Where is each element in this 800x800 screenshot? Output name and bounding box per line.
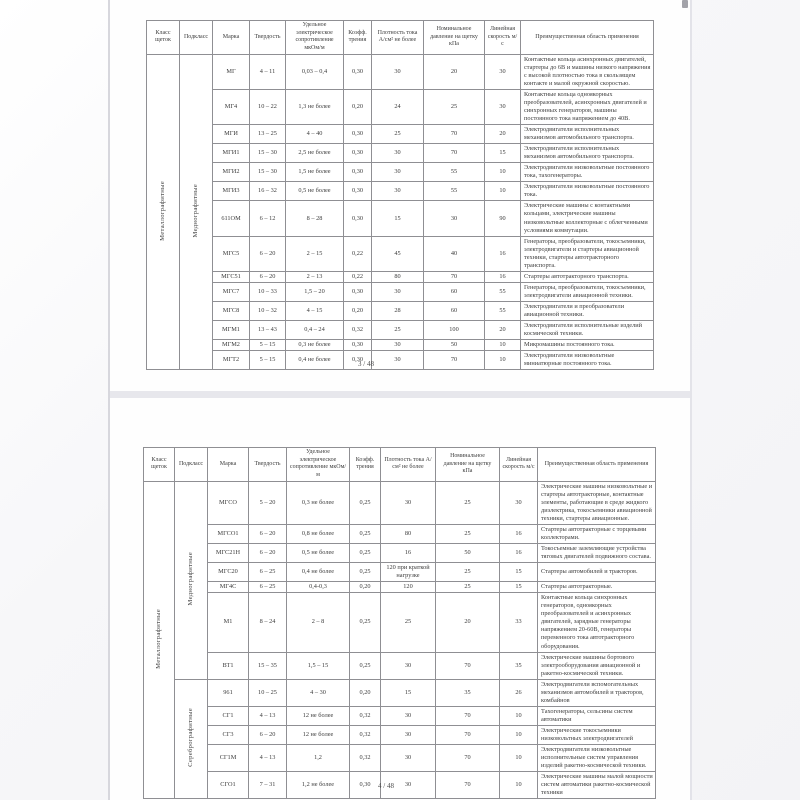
table-cell: 0,32 bbox=[350, 725, 381, 744]
page-gap bbox=[110, 391, 690, 398]
table-cell: 16 bbox=[485, 236, 521, 271]
table-cell: 30 bbox=[372, 340, 424, 351]
table-cell: Контактные кольца асинхронных двигателей, стартеры до 6В и машины низкого напряжения с высокой плотностью тока в скользящем контакте и малой окружной скоростью. bbox=[521, 54, 654, 89]
table-cell: 90 bbox=[485, 201, 521, 236]
table-cell: 70 bbox=[436, 725, 500, 744]
table-cell: 0,22 bbox=[344, 236, 372, 271]
grade-mark-cell: МГИ2 bbox=[213, 163, 250, 182]
table-cell: 70 bbox=[424, 125, 485, 144]
table-cell: 13 – 43 bbox=[250, 321, 286, 340]
table-cell: 70 bbox=[436, 652, 500, 679]
grade-mark-cell: МГС5 bbox=[213, 236, 250, 271]
table-cell: 0,30 bbox=[344, 340, 372, 351]
table-cell: 0,5 не более bbox=[286, 182, 344, 201]
table-row bbox=[147, 54, 654, 89]
grade-mark-cell: М1 bbox=[208, 593, 249, 652]
grade-mark-cell: МГИ3 bbox=[213, 182, 250, 201]
table-cell: 1,2 bbox=[287, 745, 350, 772]
table-cell: 15 – 35 bbox=[249, 652, 287, 679]
brush-subclass-cell bbox=[175, 679, 208, 799]
table-cell: 6 – 25 bbox=[249, 563, 287, 582]
table-cell: 7 – 31 bbox=[249, 772, 287, 799]
table-row bbox=[147, 89, 654, 124]
table-cell: 0,4 – 24 bbox=[286, 321, 344, 340]
table-cell: 0,30 bbox=[344, 125, 372, 144]
table-cell: 6 – 20 bbox=[249, 544, 287, 563]
table-cell: 0,25 bbox=[350, 652, 381, 679]
table-cell: 30 bbox=[372, 282, 424, 301]
table-cell: 0,22 bbox=[344, 271, 372, 282]
table-cell: 6 – 20 bbox=[249, 524, 287, 543]
table-cell: Стартеры автомобилей и тракторов. bbox=[538, 563, 656, 582]
table-cell: 10 bbox=[500, 745, 538, 772]
brush-class-cell bbox=[147, 54, 180, 370]
table-cell: 25 bbox=[436, 582, 500, 593]
table-cell: Электрические машины малой мощности систем автоматики ракетно-космической техники bbox=[538, 772, 656, 799]
grade-mark-cell: МГС8 bbox=[213, 301, 250, 320]
table-cell: 13 – 25 bbox=[250, 125, 286, 144]
table-cell: 10 bbox=[485, 340, 521, 351]
table-cell: 0,20 bbox=[350, 582, 381, 593]
table-cell: 25 bbox=[436, 563, 500, 582]
table-cell: Электродвигатели низковольтные миниатюрные постоянного тока. bbox=[521, 351, 654, 370]
table-cell: 55 bbox=[424, 182, 485, 201]
table-cell: 10 – 33 bbox=[250, 282, 286, 301]
brush-class-cell bbox=[144, 481, 175, 799]
table-cell: 1,2 не более bbox=[287, 772, 350, 799]
table-cell: 0,20 bbox=[344, 301, 372, 320]
table-cell: 20 bbox=[485, 321, 521, 340]
table-cell: 10 bbox=[500, 706, 538, 725]
table-row bbox=[147, 182, 654, 201]
table-cell: 4 – 40 bbox=[286, 125, 344, 144]
table-cell: 1,3 не более bbox=[286, 89, 344, 124]
table-cell: Электрические машины бортового электрооборудования авиационной и ракетно-космической техники. bbox=[538, 652, 656, 679]
column-header: Номинальное давление на щетку кПа bbox=[424, 21, 485, 55]
table-cell: 16 bbox=[500, 544, 538, 563]
table-cell: 4 – 15 bbox=[286, 301, 344, 320]
table-cell: 0,25 bbox=[350, 593, 381, 652]
table-cell: 0,30 bbox=[344, 54, 372, 89]
table-row bbox=[144, 772, 656, 799]
table-cell: 15 – 30 bbox=[250, 144, 286, 163]
table-cell: 25 bbox=[436, 481, 500, 524]
table-cell: 55 bbox=[485, 301, 521, 320]
column-header: Номинальное давление на щетку кПа bbox=[436, 448, 500, 482]
header-row bbox=[147, 21, 654, 55]
grade-mark-cell: МГ4 bbox=[213, 89, 250, 124]
table-cell: Электродвигатели низковольтные постоянного тока. bbox=[521, 182, 654, 201]
table-cell: 45 bbox=[372, 236, 424, 271]
table-cell: 100 bbox=[424, 321, 485, 340]
table-row bbox=[144, 582, 656, 593]
table-cell: 120 bbox=[381, 582, 436, 593]
table-cell: 80 bbox=[372, 271, 424, 282]
table-cell: 4 – 11 bbox=[250, 54, 286, 89]
table-cell: 70 bbox=[424, 144, 485, 163]
brush-subclass-cell bbox=[175, 481, 208, 679]
table-cell: 60 bbox=[424, 282, 485, 301]
table-cell: 60 bbox=[424, 301, 485, 320]
table-cell: 15 bbox=[500, 563, 538, 582]
table-cell: 0,20 bbox=[350, 679, 381, 706]
table-row bbox=[147, 236, 654, 271]
brush-subclass-cell-label: Меднографитные bbox=[191, 183, 199, 238]
table-row bbox=[147, 282, 654, 301]
table-cell: 16 bbox=[500, 524, 538, 543]
table-cell: 70 bbox=[424, 351, 485, 370]
grade-mark-cell: ВТ1 bbox=[208, 652, 249, 679]
column-header: Марка bbox=[213, 21, 250, 55]
table-cell: Генераторы, преобразователи, токосъемники, электродвигатели авиационной техники. bbox=[521, 282, 654, 301]
table-cell: 0,25 bbox=[350, 524, 381, 543]
table-cell: 15 bbox=[381, 679, 436, 706]
column-header: Коэфф. трения bbox=[350, 448, 381, 482]
table-cell: 70 bbox=[436, 706, 500, 725]
column-header: Марка bbox=[208, 448, 249, 482]
table-cell: 10 bbox=[485, 182, 521, 201]
table-cell: 0,30 bbox=[344, 144, 372, 163]
table-cell: Электродвигатели исполнительных механизмов автомобильного транспорта. bbox=[521, 144, 654, 163]
table-cell: 15 bbox=[372, 201, 424, 236]
table-cell: 2,5 не более bbox=[286, 144, 344, 163]
brush-subclass-cell-label: Меднографитные bbox=[186, 551, 194, 606]
table-cell: Микромашины постоянного тока. bbox=[521, 340, 654, 351]
table-row bbox=[147, 340, 654, 351]
table-cell: 50 bbox=[424, 340, 485, 351]
table-cell: 25 bbox=[372, 321, 424, 340]
column-header: Удельное электрическое сопротивление мкОм/м bbox=[286, 21, 344, 55]
table-cell: Электрические токосъемники низковольтных электродвигателей bbox=[538, 725, 656, 744]
table-cell: 0,30 bbox=[344, 201, 372, 236]
grade-mark-cell: 961 bbox=[208, 679, 249, 706]
table-cell: 30 bbox=[381, 652, 436, 679]
table-cell: 55 bbox=[424, 163, 485, 182]
table-row bbox=[144, 679, 656, 706]
table-cell: 26 bbox=[500, 679, 538, 706]
table-cell: 0,4 не более bbox=[286, 351, 344, 370]
brush-subclass-cell bbox=[180, 54, 213, 370]
grade-mark-cell: МГ4С bbox=[208, 582, 249, 593]
table-row bbox=[144, 524, 656, 543]
grade-mark-cell: СГ1М bbox=[208, 745, 249, 772]
table-cell: 0,30 bbox=[344, 282, 372, 301]
table-row bbox=[147, 163, 654, 182]
table-cell: 6 – 25 bbox=[249, 582, 287, 593]
table-cell: 80 bbox=[381, 524, 436, 543]
table-cell: 30 bbox=[381, 481, 436, 524]
grade-mark-cell: МГС7 bbox=[213, 282, 250, 301]
table-cell: 30 bbox=[381, 772, 436, 799]
table-row bbox=[147, 271, 654, 282]
table-cell: 35 bbox=[436, 679, 500, 706]
table-row bbox=[144, 481, 656, 524]
table-cell: Генераторы, преобразователи, токосъемники, электродвигатели и стартеры авиационной техники, стартеры автотракторного транспорта. bbox=[521, 236, 654, 271]
table-cell: 2 – 13 bbox=[286, 271, 344, 282]
table-cell: 0,30 bbox=[344, 182, 372, 201]
table-cell: 0,32 bbox=[350, 706, 381, 725]
table-row bbox=[144, 706, 656, 725]
table-cell: 25 bbox=[424, 89, 485, 124]
table-cell: 4 – 30 bbox=[287, 679, 350, 706]
column-header: Плотность тока А/см² не более bbox=[372, 21, 424, 55]
table-cell: 0,4-0,3 bbox=[287, 582, 350, 593]
table-cell: Электродвигатели и преобразователи авиационной техники. bbox=[521, 301, 654, 320]
table-cell: 10 bbox=[485, 351, 521, 370]
grade-mark-cell: МГ bbox=[213, 54, 250, 89]
column-header: Подкласс bbox=[175, 448, 208, 482]
table-cell: 6 – 12 bbox=[250, 201, 286, 236]
table-cell: 0,30 bbox=[344, 351, 372, 370]
table-row bbox=[144, 652, 656, 679]
table-row bbox=[144, 745, 656, 772]
table-row bbox=[144, 725, 656, 744]
column-header: Класс щеток bbox=[147, 21, 180, 55]
grade-mark-cell: МГТ2 bbox=[213, 351, 250, 370]
table-cell: 15 – 30 bbox=[250, 163, 286, 182]
table-cell: 55 bbox=[485, 282, 521, 301]
table-cell: 1,5 – 20 bbox=[286, 282, 344, 301]
column-header: Твердость bbox=[250, 21, 286, 55]
grade-mark-cell: 611ОМ bbox=[213, 201, 250, 236]
brush-class-cell-label: Металлографитные bbox=[154, 608, 162, 669]
table-cell: Стартеры автотракторного транспорта. bbox=[521, 271, 654, 282]
table-cell: 1,5 не более bbox=[286, 163, 344, 182]
table-cell: 28 bbox=[372, 301, 424, 320]
table-cell: 30 bbox=[381, 745, 436, 772]
table-cell: 30 bbox=[372, 54, 424, 89]
column-header: Твердость bbox=[249, 448, 287, 482]
grade-mark-cell: МГС21Н bbox=[208, 544, 249, 563]
table-cell: Электродвигатели вспомогательных механизмов автомобилей и тракторов, комбайнов bbox=[538, 679, 656, 706]
table-cell: Контактные кольца синхронных генераторов, одноякорных преобразователей и асинхронных двигателей, зарядные генераторы напряжением 20-60В, генераторы переменного тока автотракторного оборудования. bbox=[538, 593, 656, 652]
table-cell: 0,25 bbox=[350, 481, 381, 524]
grade-mark-cell: МГСО bbox=[208, 481, 249, 524]
brush-grades-table-page4 bbox=[143, 447, 656, 799]
table-cell: 20 bbox=[424, 54, 485, 89]
table-cell: 8 – 24 bbox=[249, 593, 287, 652]
table-cell: 0,03 – 0,4 bbox=[286, 54, 344, 89]
table-cell: Электродвигатели низковольтные исполнительные систем управления изделий ракетно-космической техники. bbox=[538, 745, 656, 772]
table-cell: 12 не более bbox=[287, 706, 350, 725]
table-cell: Электрические машины низковольтные и стартеры автотракторные, контактные элементы, работающие в среде жидкого диэлектрика, токосъемники авиационной техники, стартеры авиационные. bbox=[538, 481, 656, 524]
table-cell: 30 bbox=[372, 182, 424, 201]
table-cell: Стартеры автотракторные с торцевыми коллекторами. bbox=[538, 524, 656, 543]
table-cell: Тахогенераторы, сельсины систем автоматики bbox=[538, 706, 656, 725]
table-row bbox=[147, 125, 654, 144]
table-cell: 0,25 bbox=[350, 563, 381, 582]
table-cell: 10 bbox=[500, 772, 538, 799]
table-cell: 70 bbox=[436, 772, 500, 799]
table-cell: 30 bbox=[372, 144, 424, 163]
table-row bbox=[147, 321, 654, 340]
column-header: Коэфф. трения bbox=[344, 21, 372, 55]
table-cell: 4 – 13 bbox=[249, 706, 287, 725]
page-number-4: 4 / 48 bbox=[378, 782, 394, 790]
table-cell: Токосъемные заземляющие устройства тяговых двигателей подвижного состава. bbox=[538, 544, 656, 563]
scrollbar-thumb[interactable] bbox=[682, 0, 688, 8]
table-cell: 0,32 bbox=[344, 321, 372, 340]
table-cell: 33 bbox=[500, 593, 538, 652]
table-cell: 0,3 не более bbox=[287, 481, 350, 524]
table-cell: 6 – 20 bbox=[250, 271, 286, 282]
column-header: Линейная скорость м/с bbox=[500, 448, 538, 482]
grade-mark-cell: СГО1 bbox=[208, 772, 249, 799]
table-cell: 30 bbox=[485, 89, 521, 124]
table-cell: 30 bbox=[372, 163, 424, 182]
table-cell: 70 bbox=[424, 271, 485, 282]
page-number-3: 3 / 48 bbox=[358, 360, 374, 368]
table-cell: 0,20 bbox=[344, 89, 372, 124]
table-cell: 0,8 не более bbox=[287, 524, 350, 543]
page-right-edge bbox=[690, 0, 692, 800]
table-cell: 35 bbox=[500, 652, 538, 679]
table-cell: Электродвигатели низковольтные постоянного тока, тахогенераторы. bbox=[521, 163, 654, 182]
table-cell: 15 bbox=[500, 582, 538, 593]
table-cell: 30 bbox=[381, 725, 436, 744]
table-cell: 16 bbox=[485, 271, 521, 282]
table-cell: 10 – 25 bbox=[249, 679, 287, 706]
table-cell: 0,30 bbox=[344, 163, 372, 182]
table-cell: 0,4 не более bbox=[287, 563, 350, 582]
table-cell: 50 bbox=[436, 544, 500, 563]
table-cell: 6 – 20 bbox=[249, 725, 287, 744]
table-cell: 20 bbox=[485, 125, 521, 144]
column-header: Плотность тока А/см² не более bbox=[381, 448, 436, 482]
table-cell: 5 – 20 bbox=[249, 481, 287, 524]
table-cell: 10 bbox=[485, 163, 521, 182]
table-cell: 10 – 32 bbox=[250, 301, 286, 320]
grade-mark-cell: МГИ bbox=[213, 125, 250, 144]
table-cell: 10 bbox=[500, 725, 538, 744]
table-cell: 0,30 bbox=[350, 772, 381, 799]
table-cell: 1,5 – 15 bbox=[287, 652, 350, 679]
table-cell: 12 не более bbox=[287, 725, 350, 744]
grade-mark-cell: МГИ1 bbox=[213, 144, 250, 163]
column-header: Подкласс bbox=[180, 21, 213, 55]
table-row bbox=[147, 301, 654, 320]
table-row bbox=[144, 563, 656, 582]
grade-mark-cell: МГС51 bbox=[213, 271, 250, 282]
column-header: Класс щеток bbox=[144, 448, 175, 482]
table-cell: 25 bbox=[381, 593, 436, 652]
table-cell: 8 – 28 bbox=[286, 201, 344, 236]
brush-grades-table-page3 bbox=[146, 20, 654, 370]
table-cell: 16 bbox=[381, 544, 436, 563]
table-row bbox=[147, 351, 654, 370]
table-row bbox=[144, 593, 656, 652]
table-cell: 30 bbox=[500, 481, 538, 524]
grade-mark-cell: СГ3 bbox=[208, 725, 249, 744]
table-cell: 120 при краткой нагрузке bbox=[381, 563, 436, 582]
table-cell: 6 – 20 bbox=[250, 236, 286, 271]
column-header: Удельное электрическое сопротивление мкОм/м bbox=[287, 448, 350, 482]
table-cell: 25 bbox=[372, 125, 424, 144]
column-header: Линейная скорость м/с bbox=[485, 21, 521, 55]
table-cell: 10 – 22 bbox=[250, 89, 286, 124]
table-cell: 70 bbox=[436, 745, 500, 772]
table-cell: 0,3 не более bbox=[286, 340, 344, 351]
table-cell: Электродвигатели исполнительные изделий космической техники. bbox=[521, 321, 654, 340]
grade-mark-cell: МГМ2 bbox=[213, 340, 250, 351]
table-cell: 0,25 bbox=[350, 544, 381, 563]
table-cell: 24 bbox=[372, 89, 424, 124]
table-cell: 40 bbox=[424, 236, 485, 271]
table-cell: 0,32 bbox=[350, 745, 381, 772]
table-row bbox=[144, 544, 656, 563]
grade-mark-cell: МГС20 bbox=[208, 563, 249, 582]
table-cell: 15 bbox=[485, 144, 521, 163]
table-cell: 4 – 13 bbox=[249, 745, 287, 772]
header-row bbox=[144, 448, 656, 482]
table-cell: Стартеры автотракторные. bbox=[538, 582, 656, 593]
table-cell: 16 – 32 bbox=[250, 182, 286, 201]
table-cell: Электрические машины с контактными кольцами, электрические машины низковольтные коллекторные с облегченными условиями коммутации. bbox=[521, 201, 654, 236]
table-cell: 5 – 15 bbox=[250, 340, 286, 351]
table-row bbox=[147, 144, 654, 163]
table-cell: 2 – 15 bbox=[286, 236, 344, 271]
table-cell: Контактные кольца одноякорных преобразователей, асинхронных двигателей и синхронных генераторов, машины постоянного тока напряжением до 40В. bbox=[521, 89, 654, 124]
table-cell: Электродвигатели исполнительных механизмов автомобильного транспорта. bbox=[521, 125, 654, 144]
grade-mark-cell: МГСО1 bbox=[208, 524, 249, 543]
table-cell: 30 bbox=[424, 201, 485, 236]
table-cell: 0,5 не более bbox=[287, 544, 350, 563]
table-row bbox=[147, 201, 654, 236]
table-cell: 30 bbox=[485, 54, 521, 89]
table-cell: 2 – 8 bbox=[287, 593, 350, 652]
brush-subclass-cell-label: Серебрографитные bbox=[186, 708, 194, 767]
table-cell: 20 bbox=[436, 593, 500, 652]
column-header: Преимущественная область применения bbox=[538, 448, 656, 482]
brush-class-cell-label: Металлографитные bbox=[158, 180, 166, 241]
page-left-edge bbox=[108, 0, 110, 800]
grade-mark-cell: СГ1 bbox=[208, 706, 249, 725]
table-cell: 30 bbox=[372, 351, 424, 370]
grade-mark-cell: МГМ1 bbox=[213, 321, 250, 340]
table-cell: 25 bbox=[436, 524, 500, 543]
table-cell: 30 bbox=[381, 706, 436, 725]
table-cell: 5 – 15 bbox=[250, 351, 286, 370]
column-header: Преимущественная область применения bbox=[521, 21, 654, 55]
